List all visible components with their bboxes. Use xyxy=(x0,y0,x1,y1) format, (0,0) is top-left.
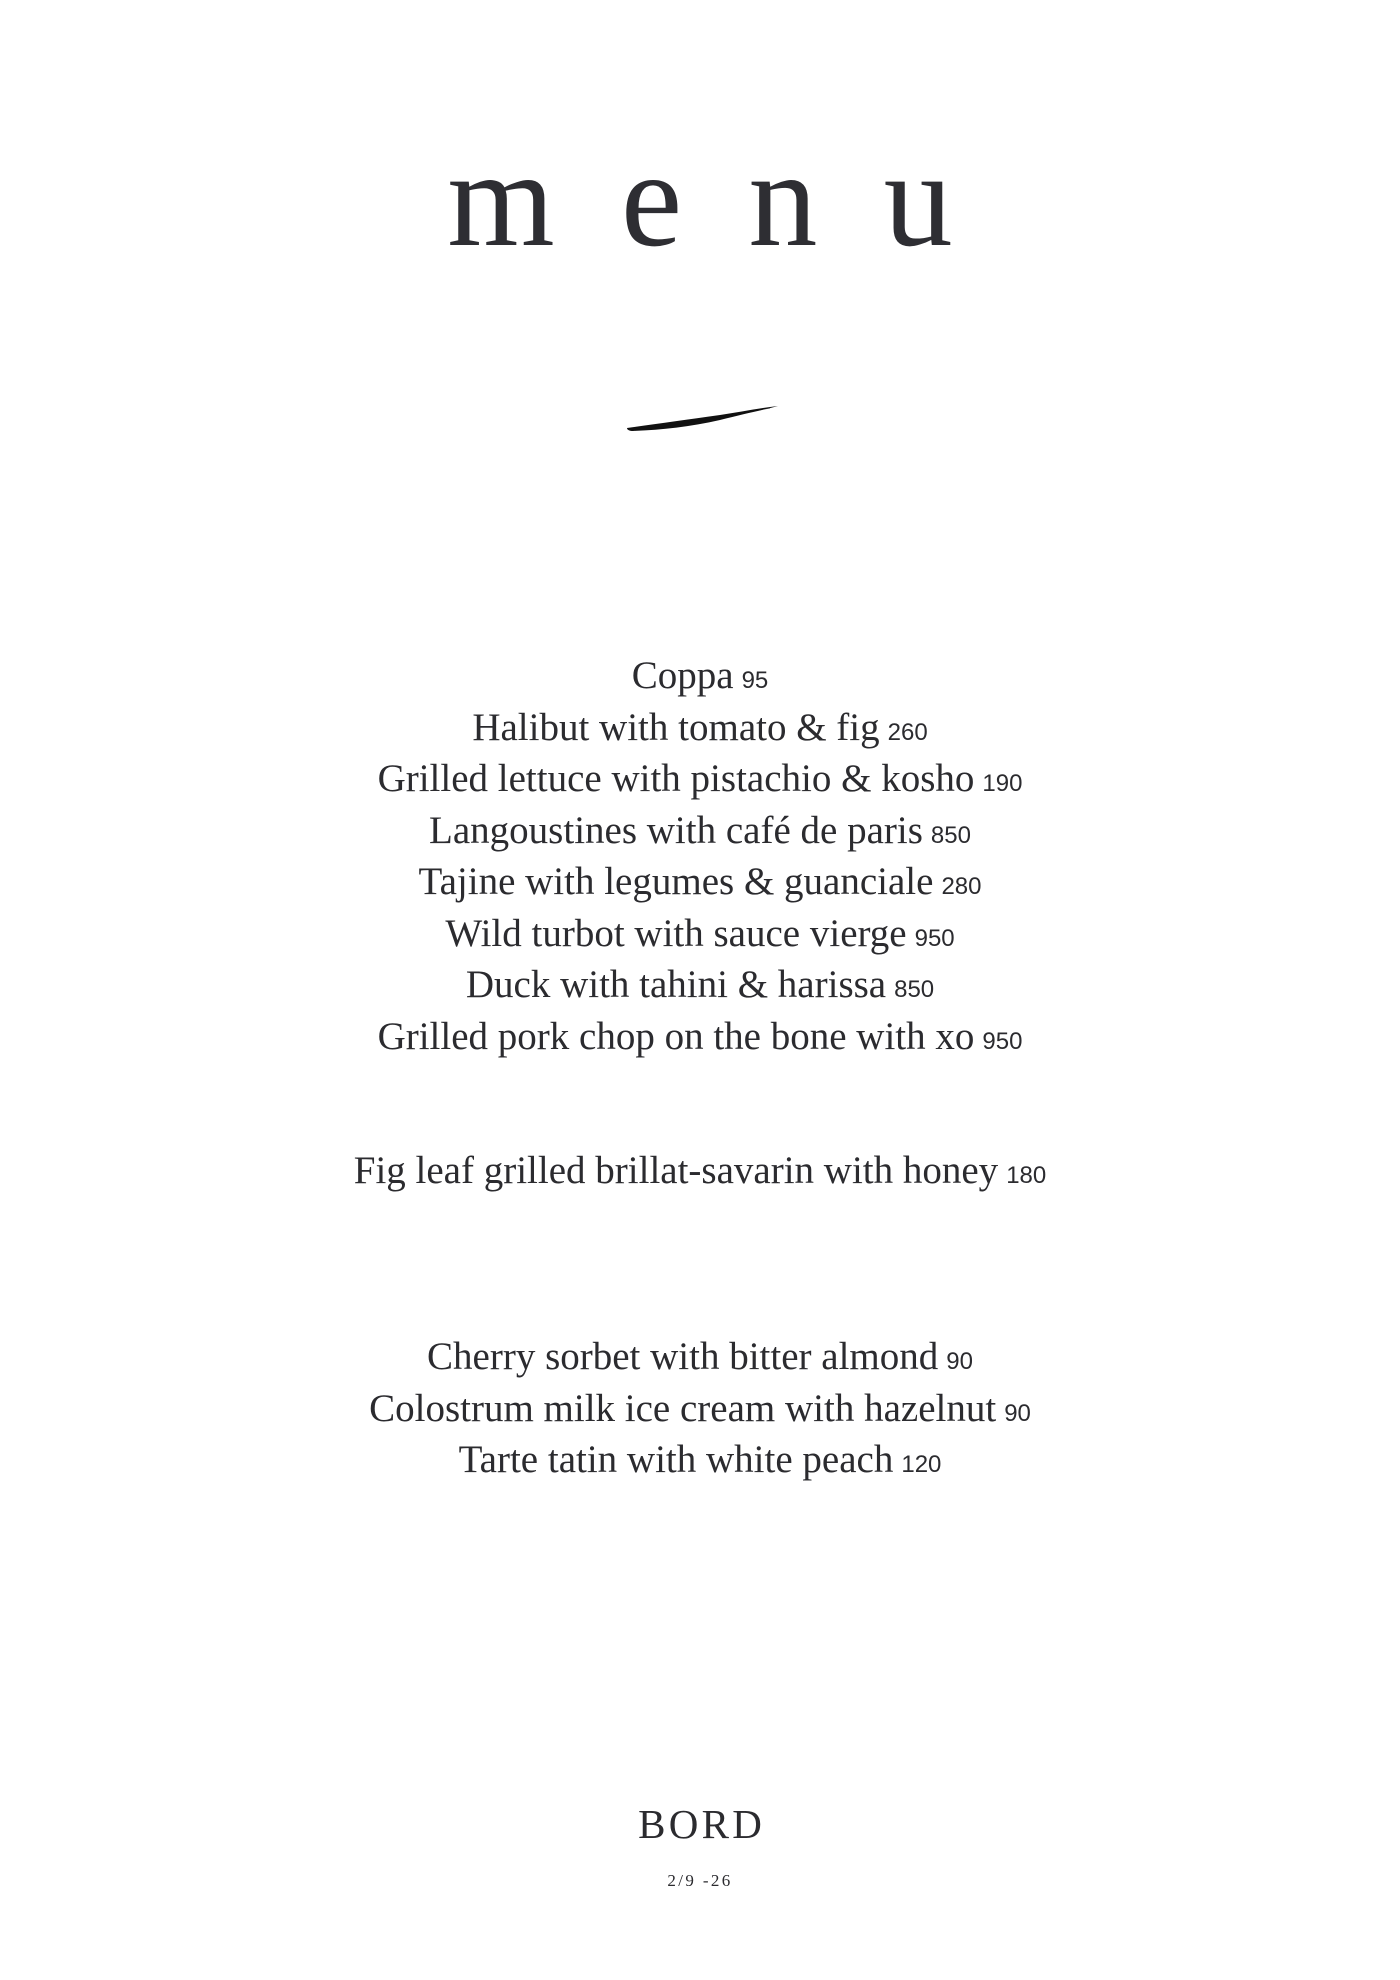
dish-price: 180 xyxy=(1006,1162,1047,1189)
menu-item xyxy=(0,756,1400,808)
restaurant-name: BORD xyxy=(638,1801,766,1847)
menu-item xyxy=(0,808,1400,860)
dish-price: 950 xyxy=(982,1027,1023,1055)
dish-name: Langoustines with café de paris xyxy=(429,808,923,852)
brush-stroke-divider xyxy=(625,398,780,434)
dish-price: 120 xyxy=(901,1451,942,1478)
dish-name: Halibut with tomato & fig xyxy=(472,705,880,749)
dish-name: Wild turbot with sauce vierge xyxy=(445,911,907,955)
dish-name: Colostrum milk ice cream with hazelnut xyxy=(369,1386,997,1430)
mains-section xyxy=(0,653,1400,1065)
dish-name: Grilled lettuce with pistachio & kosho xyxy=(377,757,975,800)
desserts-section xyxy=(0,1334,1400,1489)
menu-item xyxy=(0,1334,1400,1386)
menu-item xyxy=(0,859,1400,911)
menu-item xyxy=(0,1014,1400,1066)
menu-item xyxy=(0,962,1400,1014)
menu-title: menu xyxy=(447,122,1019,275)
dish-name: Fig leaf grilled brillat-savarin with honey xyxy=(353,1149,999,1192)
dish-name: Tajine with legumes & guanciale xyxy=(418,860,934,903)
dish-price: 950 xyxy=(914,924,955,952)
menu-item xyxy=(0,653,1400,705)
menu-item xyxy=(0,1437,1400,1489)
menu-item xyxy=(0,705,1400,757)
dish-price: 90 xyxy=(946,1348,973,1375)
cheese-section xyxy=(0,1148,1400,1200)
dish-name: Tarte tatin with white peach xyxy=(458,1438,894,1481)
dish-price: 90 xyxy=(1004,1399,1031,1427)
dish-price: 850 xyxy=(894,976,935,1003)
dish-price: 95 xyxy=(741,667,769,694)
dish-price: 190 xyxy=(982,770,1023,797)
menu-date: 2/9 -26 xyxy=(667,1871,733,1890)
menu-item xyxy=(0,1386,1400,1438)
dish-price: 260 xyxy=(887,718,928,746)
dish-price: 850 xyxy=(930,821,971,849)
dish-name: Cherry sorbet with bitter almond xyxy=(427,1335,939,1378)
menu-item xyxy=(0,911,1400,963)
dish-price: 280 xyxy=(941,873,982,900)
dish-name: Coppa xyxy=(631,654,734,697)
dish-name: Duck with tahini & harissa xyxy=(465,963,887,1006)
dish-name: Grilled pork chop on the bone with xo xyxy=(377,1014,975,1058)
menu-item xyxy=(0,1148,1400,1200)
